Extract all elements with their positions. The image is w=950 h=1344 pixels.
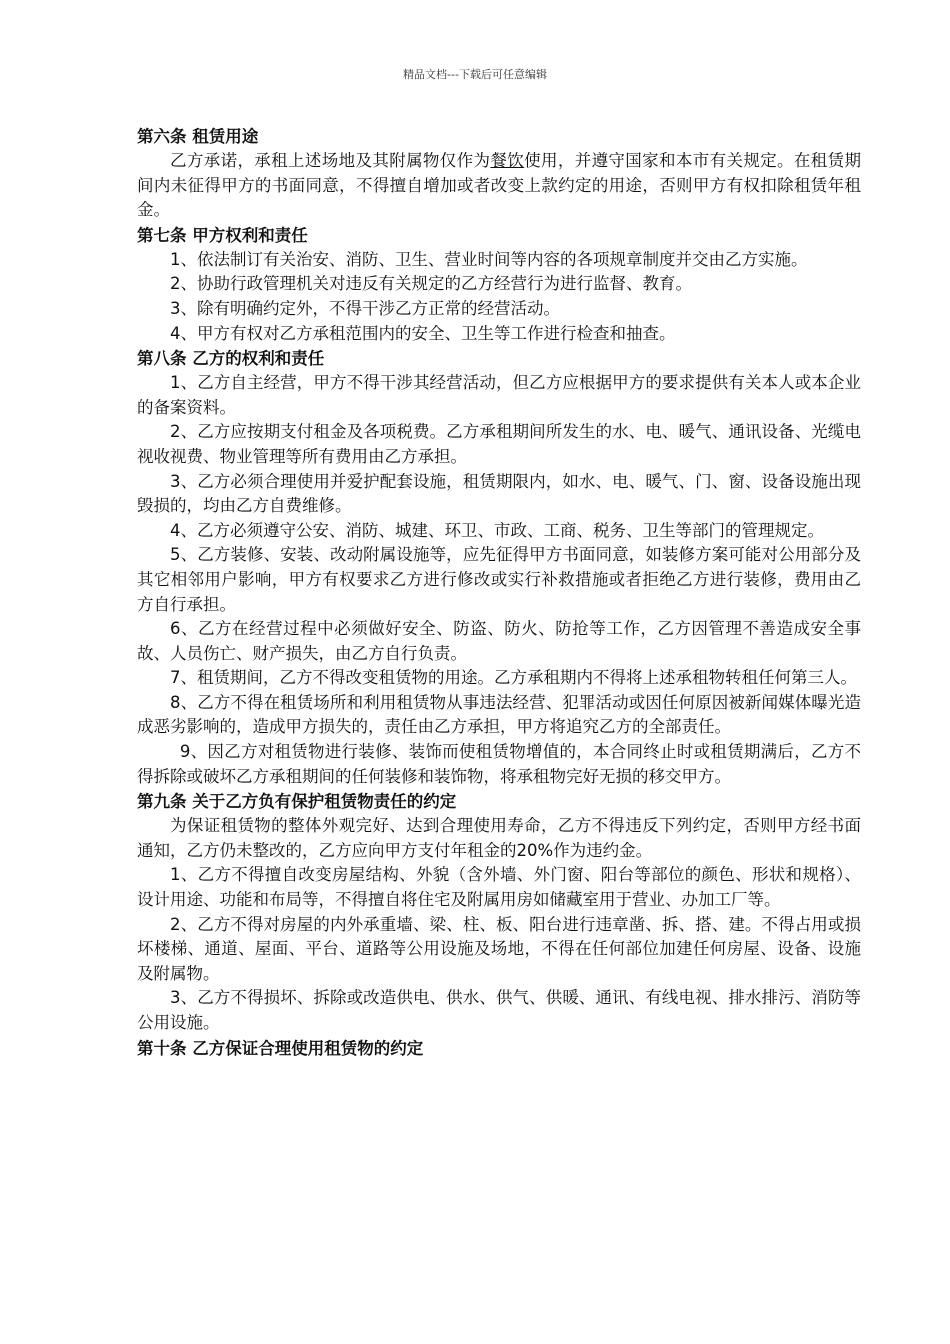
article-7-item: 3、除有明确约定外，不得干涉乙方正常的经营活动。 xyxy=(170,298,560,318)
article-8-item: 2、乙方应按期支付租金及各项税费。乙方承租期间所发生的水、电、暖气、通讯设备、光缆电视收视费、物业管理等所有费用由乙方承担。 xyxy=(137,422,861,466)
page-header: 精品文档---下载后可任意编辑 xyxy=(403,68,547,81)
article-10-title: 第十条 乙方保证合理使用租赁物的约定 xyxy=(137,1038,424,1058)
article-8-item: 5、乙方装修、安装、改动附属设施等，应先征得甲方书面同意，如装修方案可能对公用部分及其它相邻用户影响，甲方有权要求乙方进行修改或实行补救措施或者拒绝乙方进行装修，费用由乙方自行承担。 xyxy=(137,545,861,614)
article-8-item: 3、乙方必须合理使用并爱护配套设施，租赁期限内，如水、电、暖气、门、窗、设备设施出现毁损的，均由乙方自费维修。 xyxy=(137,471,861,516)
article-6-text-post: 使用，并遵守国家和本市有关规定。在租赁期间内未征得甲方的书面同意，不得擅自增加或者改变上款约定的用途，否则甲方有权扣除租赁年租金。 xyxy=(137,151,862,220)
article-6-title: 第六条 租赁用途 xyxy=(137,127,259,146)
article-8-item: 1、乙方自主经营，甲方不得干涉其经营活动，但乙方应根据甲方的要求提供有关本人或本企业的备案资料。 xyxy=(137,373,861,417)
article-9-item: 3、乙方不得损坏、拆除或改造供电、供水、供气、供暖、通讯、有线电视、排水排污、消防等公用设施。 xyxy=(137,988,861,1032)
document-body xyxy=(137,124,861,1061)
article-9-item: 2、乙方不得对房屋的内外承重墙、梁、柱、板、阳台进行违章凿、拆、搭、建。不得占用或损坏楼梯、通道、屋面、平台、道路等公用设施及场地，不得在任何部位加建任何房屋、设备、设施及附属物。 xyxy=(137,914,861,983)
usage-underlined: 餐饮 xyxy=(490,151,525,170)
article-9-intro: 为保证租赁物的整体外观完好、达到合理使用寿命，乙方不得违反下列约定，否则甲方经书面通知，乙方仍未整改的，乙方应向甲方支付年租金的20%作为违约金。 xyxy=(137,816,861,860)
article-8-item: 4、乙方必须遵守公安、消防、城建、环卫、市政、工商、税务、卫生等部门的管理规定。 xyxy=(170,520,824,540)
article-8-item: 9、因乙方对租赁物进行装修、装饰而使租赁物增值的，本合同终止时或租赁期满后，乙方不得拆除或破坏乙方承租期间的任何装修和装饰物，将承租物完好无损的移交甲方。 xyxy=(137,742,861,786)
article-6-paragraph xyxy=(137,149,861,223)
article-8-item: 6、乙方在经营过程中必须做好安全、防盗、防火、防抢等工作，乙方因管理不善造成安全事故、人员伤亡、财产损失，由乙方自行负责。 xyxy=(137,619,861,663)
article-6-text-pre: 乙方承诺，承租上述场地及其附属物仅作为 xyxy=(170,151,491,170)
article-7-item: 4、甲方有权对乙方承租范围内的安全、卫生等工作进行检查和抽查。 xyxy=(170,323,676,343)
article-8-item: 7、租赁期间，乙方不得改变租赁物的用途。乙方承租期内不得将上述承租物转租任何第三人。 xyxy=(170,668,857,688)
article-7-item: 2、协助行政管理机关对违反有关规定的乙方经营行为进行监督、教育。 xyxy=(170,274,692,294)
article-8-title: 第八条 乙方的权利和责任 xyxy=(137,349,325,369)
article-9-title: 第九条 关于乙方负有保护租赁物责任的约定 xyxy=(137,792,457,812)
article-8-item: 8、乙方不得在租赁场所和利用租赁物从事违法经营、犯罪活动或因任何原因被新闻媒体曝光造成恶劣影响的，造成甲方损失的，责任由乙方承担，甲方将追究乙方的全部责任。 xyxy=(137,692,861,737)
article-7-title: 第七条 甲方权利和责任 xyxy=(137,225,308,245)
article-9-item: 1、乙方不得擅自改变房屋结构、外貌（含外墙、外门窗、阳台等部位的颜色、形状和规格）、设计用途、功能和布局等，不得擅自将住宅及附属用房如储藏室用于营业、办加工厂等。 xyxy=(137,865,861,910)
article-7-item: 1、依法制订有关治安、消防、卫生、营业时间等内容的各项规章制度并交由乙方实施。 xyxy=(170,249,808,269)
